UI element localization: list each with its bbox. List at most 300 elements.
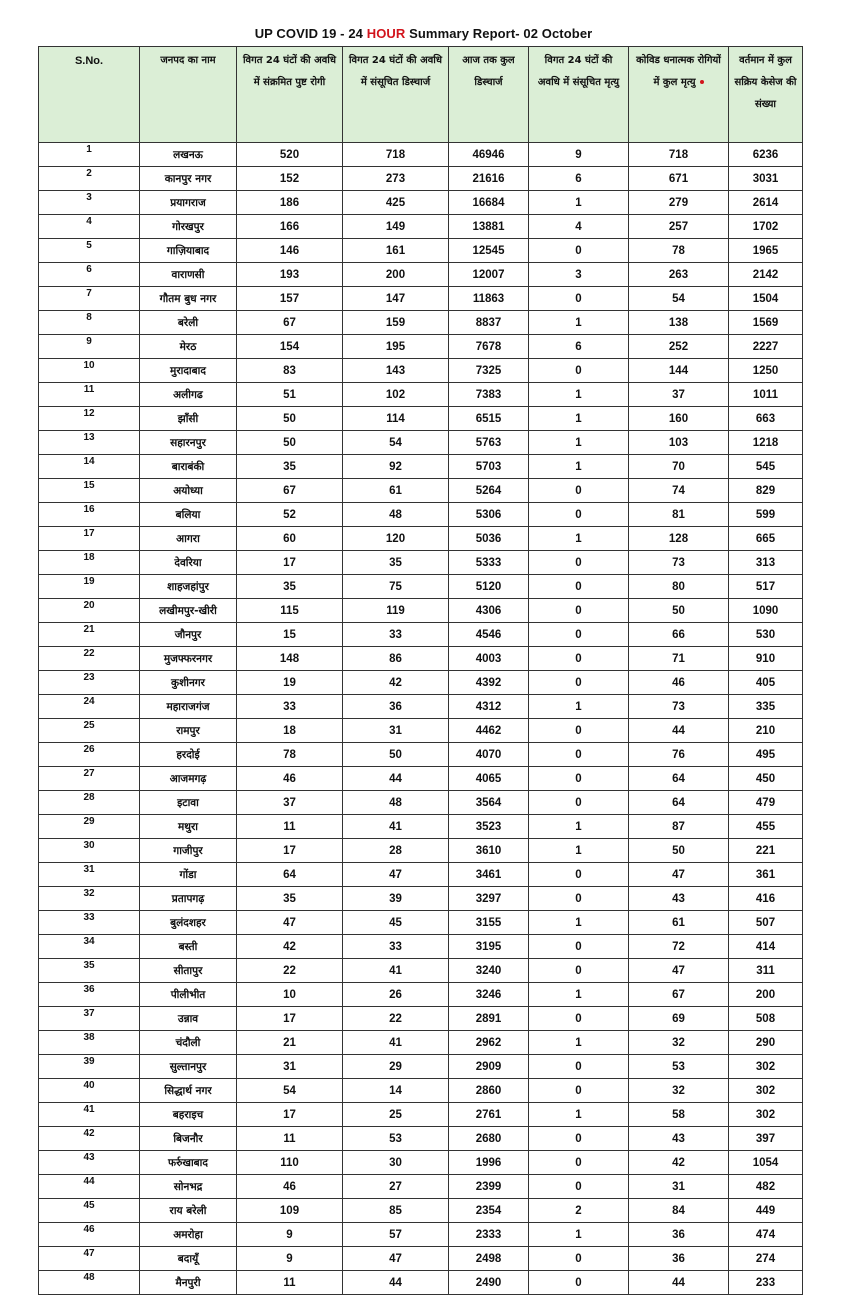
cell-total-deaths: 66 xyxy=(629,623,729,647)
cell-total-deaths: 70 xyxy=(629,455,729,479)
cell-deaths-24h: 0 xyxy=(529,1079,629,1103)
cell-active-cases: 455 xyxy=(729,815,803,839)
cell-total-discharged: 5036 xyxy=(449,527,529,551)
header-row xyxy=(39,47,803,143)
cell-sno: 40 xyxy=(39,1079,140,1103)
cell-district: सहारनपुर xyxy=(140,431,237,455)
cell-sno: 45 xyxy=(39,1199,140,1223)
cell-district: मेरठ xyxy=(140,335,237,359)
table-row xyxy=(39,311,803,335)
cell-new-cases: 10 xyxy=(237,983,343,1007)
table-row xyxy=(39,1127,803,1151)
cell-total-discharged: 1996 xyxy=(449,1151,529,1175)
cell-total-deaths: 74 xyxy=(629,479,729,503)
header-total-deaths-label: कोविड धनात्मक रोगियों में कुल मृत्यु xyxy=(636,55,721,88)
cell-total-discharged: 4462 xyxy=(449,719,529,743)
cell-discharged-24h: 25 xyxy=(343,1103,449,1127)
cell-active-cases: 2227 xyxy=(729,335,803,359)
table-row xyxy=(39,575,803,599)
cell-discharged-24h: 75 xyxy=(343,575,449,599)
cell-total-deaths: 73 xyxy=(629,695,729,719)
cell-active-cases: 1965 xyxy=(729,239,803,263)
cell-deaths-24h: 0 xyxy=(529,359,629,383)
cell-active-cases: 302 xyxy=(729,1055,803,1079)
cell-sno: 32 xyxy=(39,887,140,911)
table-row xyxy=(39,767,803,791)
cell-district: गौतम बुध नगर xyxy=(140,287,237,311)
table-row xyxy=(39,1175,803,1199)
header-district: जनपद का नाम xyxy=(140,47,237,143)
cell-district: हरदोई xyxy=(140,743,237,767)
cell-deaths-24h: 1 xyxy=(529,311,629,335)
cell-new-cases: 152 xyxy=(237,167,343,191)
cell-total-discharged: 3195 xyxy=(449,935,529,959)
cell-total-discharged: 4306 xyxy=(449,599,529,623)
cell-deaths-24h: 0 xyxy=(529,1175,629,1199)
cell-active-cases: 1011 xyxy=(729,383,803,407)
cell-discharged-24h: 143 xyxy=(343,359,449,383)
table-row xyxy=(39,719,803,743)
cell-active-cases: 416 xyxy=(729,887,803,911)
red-marker-dot xyxy=(700,80,704,84)
cell-total-discharged: 12545 xyxy=(449,239,529,263)
cell-district: बस्ती xyxy=(140,935,237,959)
cell-new-cases: 146 xyxy=(237,239,343,263)
cell-discharged-24h: 48 xyxy=(343,791,449,815)
cell-new-cases: 52 xyxy=(237,503,343,527)
cell-district: इटावा xyxy=(140,791,237,815)
cell-total-deaths: 54 xyxy=(629,287,729,311)
cell-sno: 38 xyxy=(39,1031,140,1055)
cell-district: देवरिया xyxy=(140,551,237,575)
cell-sno: 13 xyxy=(39,431,140,455)
table-row xyxy=(39,1223,803,1247)
cell-active-cases: 290 xyxy=(729,1031,803,1055)
cell-total-discharged: 2333 xyxy=(449,1223,529,1247)
cell-district: लखनऊ xyxy=(140,143,237,167)
cell-district: सोनभद्र xyxy=(140,1175,237,1199)
cell-district: अलीगढ xyxy=(140,383,237,407)
cell-discharged-24h: 718 xyxy=(343,143,449,167)
cell-total-discharged: 2909 xyxy=(449,1055,529,1079)
cell-total-deaths: 160 xyxy=(629,407,729,431)
cell-active-cases: 910 xyxy=(729,647,803,671)
cell-total-deaths: 64 xyxy=(629,791,729,815)
table-row xyxy=(39,863,803,887)
table-row xyxy=(39,455,803,479)
cell-district: सीतापुर xyxy=(140,959,237,983)
cell-deaths-24h: 0 xyxy=(529,1151,629,1175)
cell-total-discharged: 16684 xyxy=(449,191,529,215)
cell-sno: 3 xyxy=(39,191,140,215)
cell-active-cases: 450 xyxy=(729,767,803,791)
table-row xyxy=(39,623,803,647)
cell-total-deaths: 103 xyxy=(629,431,729,455)
cell-district: प्रतापगढ़ xyxy=(140,887,237,911)
cell-total-discharged: 21616 xyxy=(449,167,529,191)
cell-district: बहराइच xyxy=(140,1103,237,1127)
cell-deaths-24h: 0 xyxy=(529,479,629,503)
cell-deaths-24h: 6 xyxy=(529,335,629,359)
cell-active-cases: 302 xyxy=(729,1103,803,1127)
cell-district: कुशीनगर xyxy=(140,671,237,695)
table-row xyxy=(39,983,803,1007)
title-suffix: Summary Report- 02 October xyxy=(405,26,593,41)
cell-new-cases: 50 xyxy=(237,407,343,431)
table-row xyxy=(39,1055,803,1079)
cell-total-deaths: 73 xyxy=(629,551,729,575)
cell-district: राय बरेली xyxy=(140,1199,237,1223)
table-row xyxy=(39,479,803,503)
cell-active-cases: 233 xyxy=(729,1271,803,1295)
cell-total-deaths: 128 xyxy=(629,527,729,551)
cell-total-deaths: 76 xyxy=(629,743,729,767)
cell-deaths-24h: 1 xyxy=(529,383,629,407)
table-row xyxy=(39,191,803,215)
cell-total-discharged: 11863 xyxy=(449,287,529,311)
cell-total-deaths: 43 xyxy=(629,1127,729,1151)
table-row xyxy=(39,551,803,575)
cell-sno: 20 xyxy=(39,599,140,623)
cell-active-cases: 665 xyxy=(729,527,803,551)
cell-sno: 21 xyxy=(39,623,140,647)
table-row xyxy=(39,695,803,719)
cell-new-cases: 15 xyxy=(237,623,343,647)
cell-sno: 26 xyxy=(39,743,140,767)
cell-total-deaths: 144 xyxy=(629,359,729,383)
cell-new-cases: 17 xyxy=(237,551,343,575)
header-sno: S.No. xyxy=(39,47,140,143)
cell-active-cases: 221 xyxy=(729,839,803,863)
cell-total-discharged: 13881 xyxy=(449,215,529,239)
cell-sno: 22 xyxy=(39,647,140,671)
table-row xyxy=(39,815,803,839)
cell-new-cases: 46 xyxy=(237,767,343,791)
cell-new-cases: 67 xyxy=(237,479,343,503)
cell-deaths-24h: 0 xyxy=(529,287,629,311)
cell-total-discharged: 2354 xyxy=(449,1199,529,1223)
cell-sno: 8 xyxy=(39,311,140,335)
cell-new-cases: 11 xyxy=(237,1127,343,1151)
cell-sno: 24 xyxy=(39,695,140,719)
cell-total-deaths: 69 xyxy=(629,1007,729,1031)
cell-district: आजमगढ़ xyxy=(140,767,237,791)
cell-district: प्रयागराज xyxy=(140,191,237,215)
cell-deaths-24h: 0 xyxy=(529,719,629,743)
cell-active-cases: 311 xyxy=(729,959,803,983)
table-row xyxy=(39,1199,803,1223)
cell-total-deaths: 43 xyxy=(629,887,729,911)
cell-total-discharged: 7383 xyxy=(449,383,529,407)
table-row xyxy=(39,215,803,239)
title-highlight: HOUR xyxy=(366,26,406,41)
table-row xyxy=(39,239,803,263)
table-row xyxy=(39,359,803,383)
cell-total-discharged: 3240 xyxy=(449,959,529,983)
cell-district: गोरखपुर xyxy=(140,215,237,239)
table-row xyxy=(39,1007,803,1031)
cell-discharged-24h: 120 xyxy=(343,527,449,551)
table-row xyxy=(39,599,803,623)
cell-total-deaths: 58 xyxy=(629,1103,729,1127)
cell-deaths-24h: 9 xyxy=(529,143,629,167)
table-row xyxy=(39,1103,803,1127)
table-row xyxy=(39,431,803,455)
cell-discharged-24h: 45 xyxy=(343,911,449,935)
cell-total-discharged: 4546 xyxy=(449,623,529,647)
cell-active-cases: 474 xyxy=(729,1223,803,1247)
header-total-discharged: आज तक कुल डिस्चार्ज xyxy=(449,47,529,143)
cell-active-cases: 479 xyxy=(729,791,803,815)
table-row xyxy=(39,143,803,167)
cell-sno: 19 xyxy=(39,575,140,599)
cell-total-deaths: 32 xyxy=(629,1079,729,1103)
cell-discharged-24h: 149 xyxy=(343,215,449,239)
cell-total-deaths: 279 xyxy=(629,191,729,215)
cell-discharged-24h: 47 xyxy=(343,1247,449,1271)
cell-total-deaths: 718 xyxy=(629,143,729,167)
cell-sno: 47 xyxy=(39,1247,140,1271)
cell-total-discharged: 4070 xyxy=(449,743,529,767)
cell-deaths-24h: 1 xyxy=(529,695,629,719)
cell-sno: 31 xyxy=(39,863,140,887)
cell-district: आगरा xyxy=(140,527,237,551)
cell-active-cases: 274 xyxy=(729,1247,803,1271)
cell-total-deaths: 37 xyxy=(629,383,729,407)
cell-active-cases: 449 xyxy=(729,1199,803,1223)
cell-total-deaths: 78 xyxy=(629,239,729,263)
cell-deaths-24h: 0 xyxy=(529,743,629,767)
cell-new-cases: 115 xyxy=(237,599,343,623)
cell-total-deaths: 44 xyxy=(629,719,729,743)
cell-total-discharged: 4065 xyxy=(449,767,529,791)
cell-deaths-24h: 0 xyxy=(529,791,629,815)
cell-active-cases: 1702 xyxy=(729,215,803,239)
table-row xyxy=(39,503,803,527)
cell-discharged-24h: 195 xyxy=(343,335,449,359)
cell-sno: 42 xyxy=(39,1127,140,1151)
cell-discharged-24h: 27 xyxy=(343,1175,449,1199)
cell-total-deaths: 80 xyxy=(629,575,729,599)
cell-discharged-24h: 85 xyxy=(343,1199,449,1223)
cell-sno: 1 xyxy=(39,143,140,167)
cell-total-deaths: 50 xyxy=(629,839,729,863)
cell-deaths-24h: 3 xyxy=(529,263,629,287)
cell-total-discharged: 2490 xyxy=(449,1271,529,1295)
cell-discharged-24h: 114 xyxy=(343,407,449,431)
cell-sno: 30 xyxy=(39,839,140,863)
cell-discharged-24h: 147 xyxy=(343,287,449,311)
table-row xyxy=(39,287,803,311)
cell-deaths-24h: 0 xyxy=(529,623,629,647)
cell-total-deaths: 50 xyxy=(629,599,729,623)
cell-active-cases: 313 xyxy=(729,551,803,575)
cell-new-cases: 83 xyxy=(237,359,343,383)
cell-new-cases: 47 xyxy=(237,911,343,935)
cell-discharged-24h: 41 xyxy=(343,959,449,983)
cell-total-discharged: 2962 xyxy=(449,1031,529,1055)
header-total-deaths xyxy=(629,47,729,143)
cell-discharged-24h: 53 xyxy=(343,1127,449,1151)
table-row xyxy=(39,1151,803,1175)
cell-new-cases: 33 xyxy=(237,695,343,719)
cell-total-deaths: 31 xyxy=(629,1175,729,1199)
cell-new-cases: 46 xyxy=(237,1175,343,1199)
cell-new-cases: 193 xyxy=(237,263,343,287)
cell-district: बदायूँ xyxy=(140,1247,237,1271)
cell-district: झाँसी xyxy=(140,407,237,431)
cell-deaths-24h: 1 xyxy=(529,1103,629,1127)
cell-active-cases: 1250 xyxy=(729,359,803,383)
cell-total-deaths: 53 xyxy=(629,1055,729,1079)
cell-district: मैनपुरी xyxy=(140,1271,237,1295)
cell-deaths-24h: 1 xyxy=(529,911,629,935)
cell-deaths-24h: 4 xyxy=(529,215,629,239)
cell-discharged-24h: 41 xyxy=(343,815,449,839)
cell-district: मुरादाबाद xyxy=(140,359,237,383)
cell-district: वाराणसी xyxy=(140,263,237,287)
cell-active-cases: 508 xyxy=(729,1007,803,1031)
cell-new-cases: 110 xyxy=(237,1151,343,1175)
cell-active-cases: 2614 xyxy=(729,191,803,215)
cell-active-cases: 517 xyxy=(729,575,803,599)
cell-active-cases: 405 xyxy=(729,671,803,695)
cell-sno: 17 xyxy=(39,527,140,551)
cell-sno: 46 xyxy=(39,1223,140,1247)
cell-total-deaths: 64 xyxy=(629,767,729,791)
cell-sno: 44 xyxy=(39,1175,140,1199)
cell-discharged-24h: 200 xyxy=(343,263,449,287)
table-row xyxy=(39,1247,803,1271)
cell-discharged-24h: 48 xyxy=(343,503,449,527)
cell-sno: 41 xyxy=(39,1103,140,1127)
cell-new-cases: 35 xyxy=(237,575,343,599)
cell-district: गाजीपुर xyxy=(140,839,237,863)
cell-discharged-24h: 159 xyxy=(343,311,449,335)
cell-sno: 5 xyxy=(39,239,140,263)
cell-new-cases: 148 xyxy=(237,647,343,671)
cell-new-cases: 64 xyxy=(237,863,343,887)
cell-new-cases: 11 xyxy=(237,815,343,839)
cell-new-cases: 19 xyxy=(237,671,343,695)
table-row xyxy=(39,671,803,695)
cell-active-cases: 1054 xyxy=(729,1151,803,1175)
cell-deaths-24h: 1 xyxy=(529,431,629,455)
cell-deaths-24h: 1 xyxy=(529,815,629,839)
cell-active-cases: 495 xyxy=(729,743,803,767)
cell-total-discharged: 46946 xyxy=(449,143,529,167)
cell-district: सुल्तानपुर xyxy=(140,1055,237,1079)
table-row xyxy=(39,527,803,551)
cell-total-discharged: 8837 xyxy=(449,311,529,335)
cell-new-cases: 54 xyxy=(237,1079,343,1103)
cell-total-discharged: 5763 xyxy=(449,431,529,455)
cell-discharged-24h: 31 xyxy=(343,719,449,743)
table-row xyxy=(39,647,803,671)
cell-deaths-24h: 1 xyxy=(529,1031,629,1055)
cell-district: उन्नाव xyxy=(140,1007,237,1031)
cell-discharged-24h: 35 xyxy=(343,551,449,575)
cell-district: जौनपुर xyxy=(140,623,237,647)
table-row xyxy=(39,839,803,863)
cell-sno: 4 xyxy=(39,215,140,239)
cell-sno: 2 xyxy=(39,167,140,191)
cell-new-cases: 42 xyxy=(237,935,343,959)
cell-district: अमरोहा xyxy=(140,1223,237,1247)
cell-total-discharged: 5703 xyxy=(449,455,529,479)
cell-new-cases: 18 xyxy=(237,719,343,743)
cell-active-cases: 545 xyxy=(729,455,803,479)
cell-total-discharged: 5264 xyxy=(449,479,529,503)
cell-total-discharged: 3297 xyxy=(449,887,529,911)
table-row xyxy=(39,1079,803,1103)
table-row xyxy=(39,167,803,191)
cell-total-discharged: 2399 xyxy=(449,1175,529,1199)
cell-sno: 14 xyxy=(39,455,140,479)
cell-total-discharged: 5120 xyxy=(449,575,529,599)
cell-total-deaths: 67 xyxy=(629,983,729,1007)
cell-active-cases: 3031 xyxy=(729,167,803,191)
cell-deaths-24h: 0 xyxy=(529,1247,629,1271)
cell-sno: 18 xyxy=(39,551,140,575)
cell-active-cases: 361 xyxy=(729,863,803,887)
cell-deaths-24h: 1 xyxy=(529,407,629,431)
cell-total-deaths: 71 xyxy=(629,647,729,671)
cell-sno: 12 xyxy=(39,407,140,431)
cell-total-discharged: 3461 xyxy=(449,863,529,887)
cell-sno: 28 xyxy=(39,791,140,815)
cell-new-cases: 31 xyxy=(237,1055,343,1079)
cell-total-deaths: 36 xyxy=(629,1223,729,1247)
cell-active-cases: 1504 xyxy=(729,287,803,311)
cell-active-cases: 335 xyxy=(729,695,803,719)
cell-new-cases: 154 xyxy=(237,335,343,359)
cell-total-discharged: 6515 xyxy=(449,407,529,431)
table-row xyxy=(39,335,803,359)
cell-sno: 10 xyxy=(39,359,140,383)
title-prefix: UP COVID 19 - 24 xyxy=(254,26,367,41)
cell-total-deaths: 47 xyxy=(629,959,729,983)
cell-discharged-24h: 425 xyxy=(343,191,449,215)
cell-district: कानपुर नगर xyxy=(140,167,237,191)
cell-deaths-24h: 0 xyxy=(529,863,629,887)
cell-total-deaths: 42 xyxy=(629,1151,729,1175)
cell-deaths-24h: 1 xyxy=(529,455,629,479)
cell-total-discharged: 2498 xyxy=(449,1247,529,1271)
cell-total-deaths: 61 xyxy=(629,911,729,935)
cell-new-cases: 37 xyxy=(237,791,343,815)
cell-total-deaths: 263 xyxy=(629,263,729,287)
cell-discharged-24h: 39 xyxy=(343,887,449,911)
cell-discharged-24h: 28 xyxy=(343,839,449,863)
cell-active-cases: 1090 xyxy=(729,599,803,623)
table-row xyxy=(39,743,803,767)
cell-new-cases: 21 xyxy=(237,1031,343,1055)
cell-sno: 6 xyxy=(39,263,140,287)
cell-deaths-24h: 6 xyxy=(529,167,629,191)
cell-active-cases: 397 xyxy=(729,1127,803,1151)
cell-discharged-24h: 42 xyxy=(343,671,449,695)
table-row xyxy=(39,1271,803,1295)
cell-new-cases: 17 xyxy=(237,1103,343,1127)
cell-total-discharged: 2891 xyxy=(449,1007,529,1031)
cell-discharged-24h: 86 xyxy=(343,647,449,671)
cell-deaths-24h: 0 xyxy=(529,575,629,599)
cell-sno: 23 xyxy=(39,671,140,695)
cell-new-cases: 78 xyxy=(237,743,343,767)
cell-total-deaths: 87 xyxy=(629,815,729,839)
cell-total-deaths: 36 xyxy=(629,1247,729,1271)
